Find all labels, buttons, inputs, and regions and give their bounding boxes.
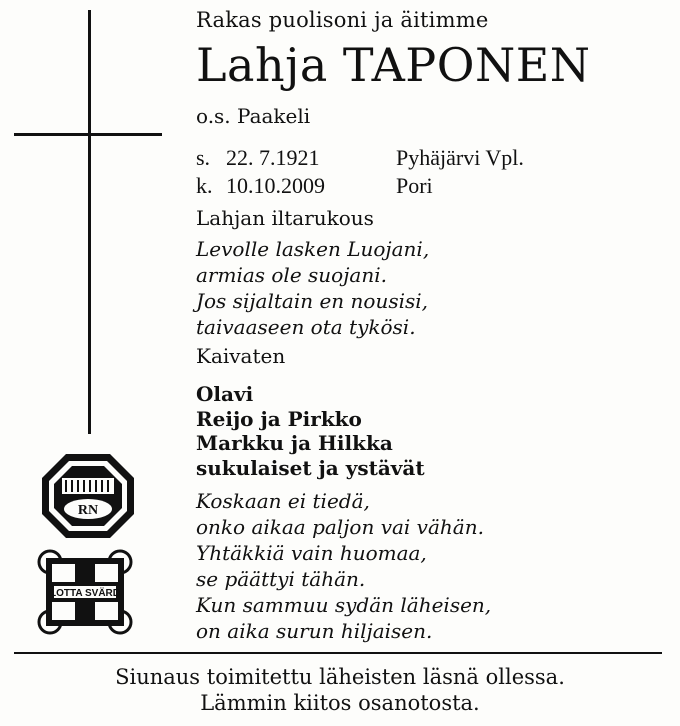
cross-vertical-bar [88, 10, 91, 434]
mourner-entry: Olavi [196, 382, 254, 406]
cross-horizontal-bar [14, 133, 162, 136]
life-dates [196, 144, 524, 200]
memorial-poem [196, 488, 491, 644]
rn-emblem-icon [40, 452, 136, 540]
footer-line: Siunaus toimitettu läheisten läsnä ollessa. [115, 665, 565, 689]
footer-text [0, 664, 680, 716]
birth-label: s. [196, 145, 211, 170]
poem-line: onko aikaa paljon vai vähän. [196, 515, 484, 539]
poem-line: Kun sammuu sydän läheisen, [196, 593, 492, 617]
death-date: 10.10.2009 [226, 173, 325, 198]
deceased-name: Lahja TAPONEN [196, 38, 591, 92]
rn-emblem-text: RN [77, 503, 99, 518]
death-label: k. [196, 173, 213, 198]
death-row [196, 172, 524, 200]
prayer-verse [196, 236, 429, 340]
birth-date: 22. 7.1921 [226, 145, 320, 170]
poem-line: on aika surun hiljaisen. [196, 619, 433, 643]
mourning-label: Kaivaten [196, 344, 286, 368]
prayer-line: Jos sijaltain en nousisi, [196, 289, 429, 313]
intro-text: Rakas puolisoni ja äitimme [196, 8, 489, 32]
birth-row [196, 144, 524, 172]
mourners-list [196, 382, 425, 480]
maiden-name: o.s. Paakeli [196, 104, 311, 128]
footer-line: Lämmin kiitos osanotosta. [200, 691, 480, 715]
mourner-entry: sukulaiset ja ystävät [196, 455, 425, 480]
poem-line: Yhtäkkiä vain huomaa, [196, 541, 427, 565]
footer-divider [14, 652, 662, 654]
poem-line: Koskaan ei tiedä, [196, 489, 370, 513]
birth-place: Pyhäjärvi Vpl. [396, 145, 524, 170]
prayer-line: Levolle lasken Luojani, [196, 237, 430, 261]
mourner-entry: Markku ja Hilkka [196, 431, 393, 455]
lotta-svard-emblem-icon [36, 548, 134, 636]
prayer-line: taivaaseen ota tykösi. [196, 315, 416, 339]
death-place: Pori [396, 173, 433, 198]
prayer-title: Lahjan iltarukous [196, 206, 374, 230]
mourner-entry: Reijo ja Pirkko [196, 406, 362, 431]
prayer-line: armias ole suojani. [196, 263, 387, 287]
lotta-emblem-text: LOTTA SVÄRD [50, 588, 120, 599]
poem-line: se päättyi tähän. [196, 567, 366, 591]
